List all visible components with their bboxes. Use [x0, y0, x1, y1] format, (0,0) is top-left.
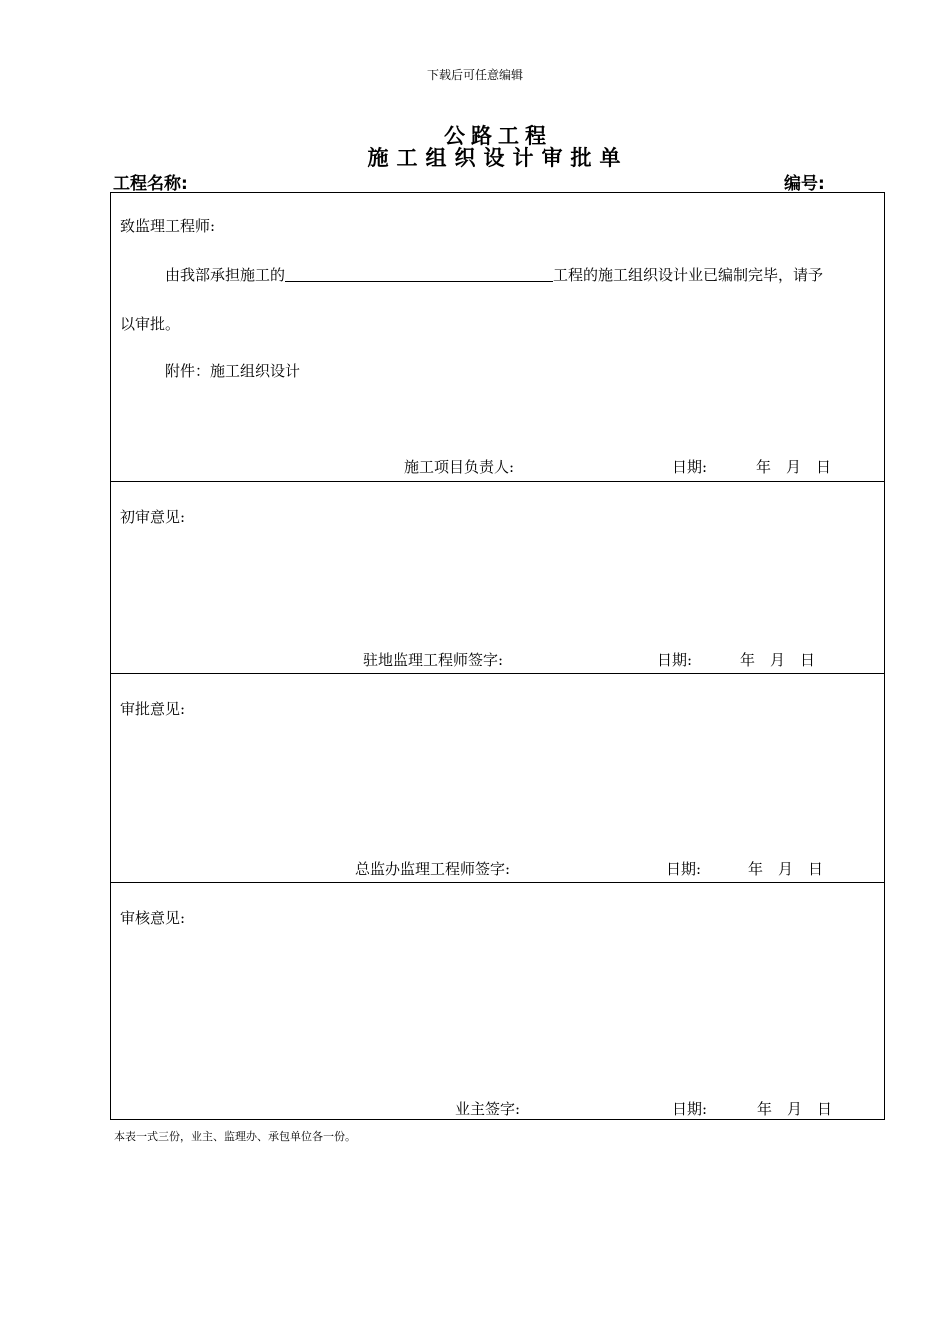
resident-engineer-signature-label: 驻地监理工程师签字: [363, 651, 504, 669]
preliminary-review-section [111, 481, 884, 673]
chief-engineer-signature-label: 总监办监理工程师签字: [355, 860, 511, 878]
footnote: 本表一式三份，业主、监理办、承包单位各一份。 [114, 1130, 356, 1143]
date-fields: 年 月 日 [748, 860, 824, 878]
preliminary-review-heading: 初审意见: [120, 508, 186, 526]
approval-opinion-heading: 审批意见: [120, 700, 186, 718]
header-note: 下载后可任意编辑 [426, 68, 523, 82]
body-before-blank: 由我部承担施工的 [165, 266, 286, 284]
title-line-1: 公路工程 [444, 124, 552, 148]
submission-section [111, 193, 884, 481]
submission-body-line-2: 以审批。 [120, 315, 181, 333]
date-fields: 年 月 日 [740, 651, 816, 669]
date-label: 日期: [672, 1100, 708, 1118]
audit-opinion-heading: 审核意见: [120, 909, 186, 927]
submission-body-line-1 [165, 264, 823, 285]
approval-opinion-section [111, 673, 884, 882]
date-label: 日期: [657, 651, 693, 669]
body-after-blank: 工程的施工组织设计业已编制完毕，请予 [553, 266, 824, 284]
date-label: 日期: [672, 458, 708, 476]
attachment-note: 附件：施工组织设计 [165, 362, 301, 380]
title-line-2: 施工组织设计审批单 [367, 146, 629, 170]
project-name-blank[interactable] [285, 265, 553, 282]
date-fields: 年 月 日 [756, 458, 832, 476]
approval-form-table [110, 192, 885, 1120]
addressee: 致监理工程师: [120, 217, 216, 235]
owner-signature-label: 业主签字: [455, 1100, 521, 1118]
project-name-label: 工程名称: [113, 174, 188, 194]
project-manager-signature-label: 施工项目负责人: [404, 458, 515, 476]
serial-no-label: 编号: [784, 174, 825, 194]
date-fields: 年 月 日 [757, 1100, 833, 1118]
date-label: 日期: [666, 860, 702, 878]
audit-opinion-section [111, 882, 884, 1119]
